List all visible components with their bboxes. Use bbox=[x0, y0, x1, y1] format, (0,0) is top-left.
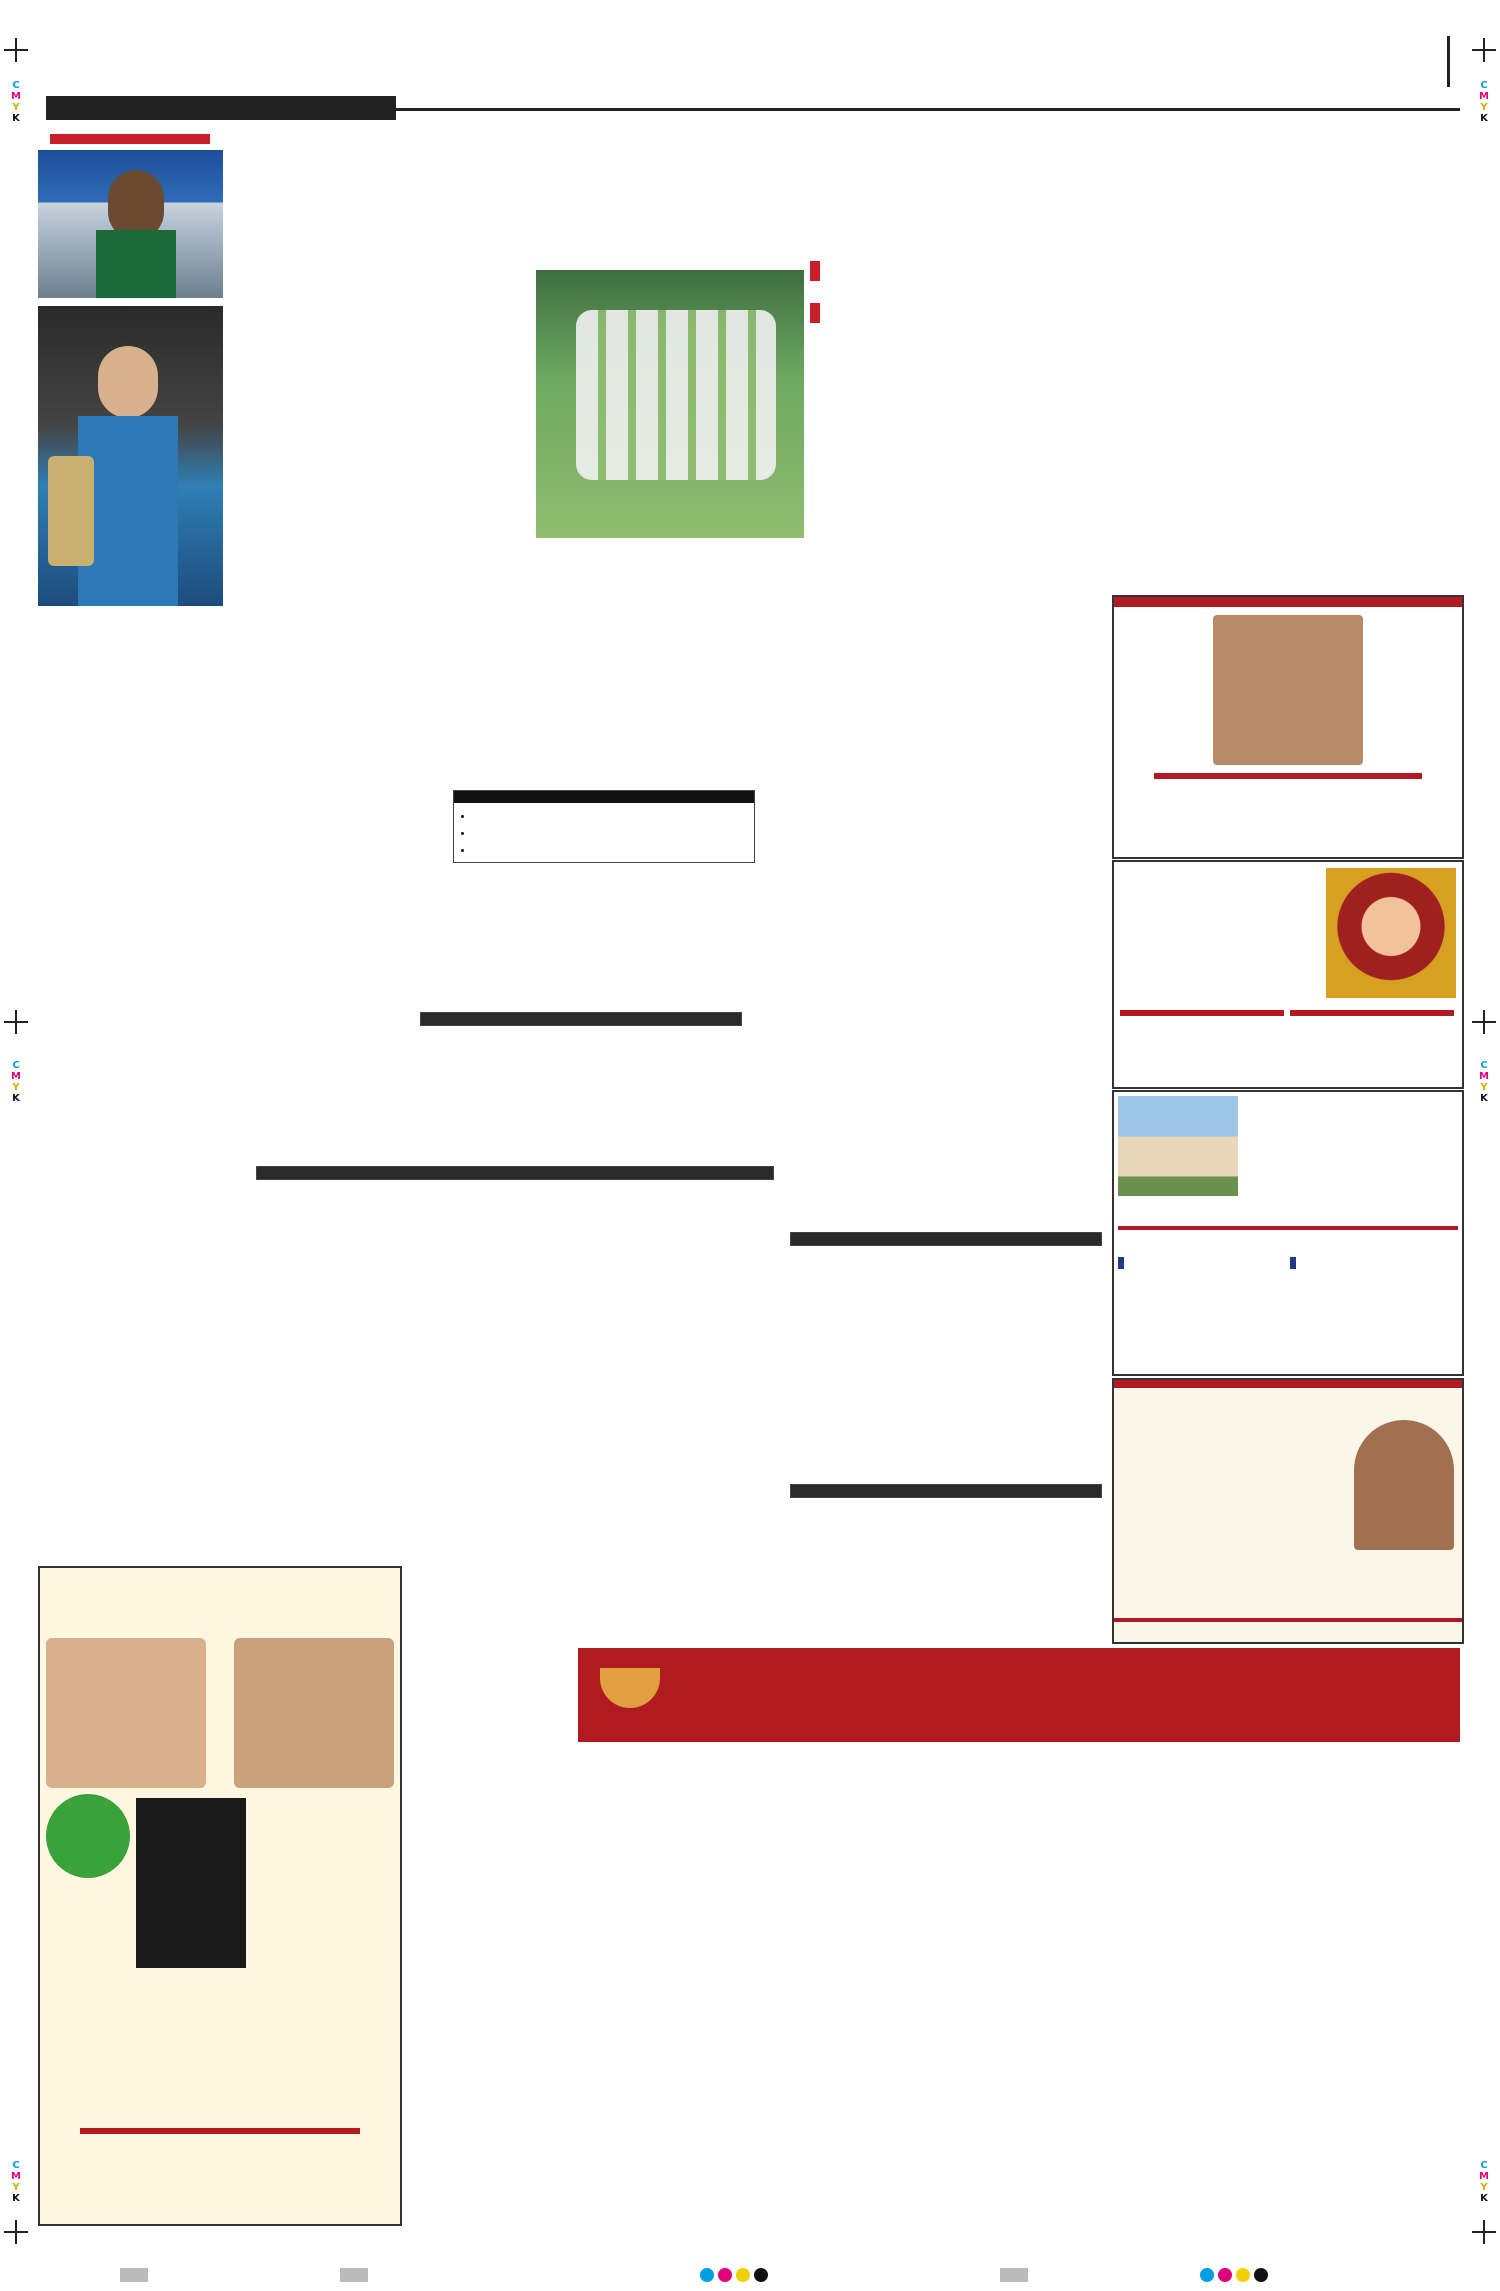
lead-column-1 bbox=[248, 250, 528, 254]
school-building-photo bbox=[1118, 1096, 1238, 1196]
cmyk-marker: C M Y K bbox=[1479, 2160, 1489, 2204]
color-swatch bbox=[718, 2268, 732, 2282]
durga-title bbox=[1114, 862, 1316, 874]
color-swatch bbox=[1200, 2268, 1214, 2282]
medvedev-photo bbox=[38, 306, 223, 606]
color-swatch bbox=[1236, 2268, 1250, 2282]
captain-wins-title bbox=[421, 1013, 741, 1025]
effect-badge bbox=[46, 1794, 130, 1878]
scorecard-list bbox=[462, 807, 746, 858]
scorecard-line bbox=[474, 824, 746, 841]
durga-puja-ad bbox=[1112, 860, 1464, 1089]
captain-wins-table bbox=[420, 1012, 742, 1026]
playwin-ad bbox=[38, 1566, 402, 2226]
scorecard-line bbox=[474, 807, 746, 824]
cpl-story bbox=[410, 1572, 570, 1576]
color-swatch bbox=[736, 2268, 750, 2282]
section-header bbox=[1439, 36, 1458, 87]
gnm-duration bbox=[1290, 1257, 1296, 1269]
manju-rani-photo bbox=[38, 150, 223, 298]
color-bar bbox=[1000, 2268, 1028, 2282]
scabiraj-warning bbox=[1114, 1618, 1462, 1622]
registration-mark bbox=[1472, 38, 1496, 62]
highlight-record bbox=[810, 292, 1250, 334]
signatory-name bbox=[1120, 1010, 1284, 1016]
birthday-photo bbox=[1213, 615, 1363, 765]
registration-mark bbox=[1472, 1010, 1496, 1034]
cmyk-marker: C M Y K bbox=[1479, 1060, 1489, 1104]
color-bar bbox=[340, 2268, 368, 2282]
signatory-name bbox=[1290, 1010, 1454, 1016]
brief-column bbox=[38, 134, 223, 612]
cmyk-marker: C M Y K bbox=[11, 80, 21, 124]
playwin-strip bbox=[80, 2128, 360, 2134]
birthday-name bbox=[1154, 773, 1422, 779]
signatory-2 bbox=[1290, 1010, 1454, 1016]
couple-photo bbox=[46, 1638, 206, 1788]
cmyk-marker: C M Y K bbox=[11, 2160, 21, 2204]
registration-mark bbox=[1472, 2220, 1496, 2244]
signatory-1 bbox=[1120, 1010, 1284, 1016]
registration-mark bbox=[4, 38, 28, 62]
anm-course bbox=[1118, 1254, 1286, 1269]
side-story bbox=[1265, 230, 1460, 234]
away-losses-title bbox=[791, 1485, 1101, 1497]
memorial-banner bbox=[578, 1648, 1460, 1742]
product-box bbox=[136, 1798, 246, 1968]
registration-mark bbox=[4, 1010, 28, 1034]
registration-mark bbox=[4, 2220, 28, 2244]
scabiraj-sub bbox=[1114, 1388, 1326, 1394]
color-swatch bbox=[700, 2268, 714, 2282]
lead-column-3 bbox=[880, 630, 1110, 634]
scabiraj-tagline bbox=[1114, 1380, 1462, 1388]
cmyk-marker: C M Y K bbox=[11, 1060, 21, 1104]
color-swatch bbox=[1218, 2268, 1232, 2282]
scorecard-box bbox=[453, 790, 755, 863]
scabiraj-ad bbox=[1112, 1378, 1464, 1644]
color-swatch bbox=[1254, 2268, 1268, 2282]
scorecard-line bbox=[474, 841, 746, 858]
header-rule bbox=[380, 108, 1460, 111]
birthday-title bbox=[1114, 597, 1462, 607]
highlight-box bbox=[810, 250, 1250, 334]
home-series-title bbox=[257, 1167, 773, 1179]
team-celebration-photo bbox=[536, 270, 804, 538]
highlight-kohli bbox=[810, 250, 1250, 292]
admission-banner bbox=[1118, 1226, 1458, 1230]
color-bar bbox=[120, 2268, 148, 2282]
durga-signatories bbox=[1120, 1010, 1454, 1016]
playwin-tag bbox=[40, 1568, 400, 1580]
birthday-ad bbox=[1112, 595, 1464, 859]
anm-duration bbox=[1118, 1257, 1124, 1269]
lead-column-2 bbox=[563, 630, 863, 634]
lead-column-4 bbox=[756, 800, 926, 804]
issue-date bbox=[46, 96, 396, 120]
gnm-course bbox=[1290, 1254, 1458, 1269]
promoter-photo bbox=[1354, 1420, 1454, 1550]
color-swatch bbox=[754, 2268, 768, 2282]
endorser-photo bbox=[234, 1638, 394, 1788]
goddess-photo bbox=[1326, 868, 1456, 998]
cmyk-marker: C M Y K bbox=[1479, 80, 1489, 124]
away-losses-table bbox=[790, 1484, 1102, 1498]
brief-label bbox=[50, 134, 210, 144]
scorecard-title bbox=[454, 791, 754, 803]
koshal-school-ad bbox=[1112, 1090, 1464, 1376]
consecutive-series-table bbox=[790, 1232, 1102, 1246]
consecutive-series-title bbox=[791, 1233, 1101, 1245]
home-series-table bbox=[256, 1166, 774, 1180]
